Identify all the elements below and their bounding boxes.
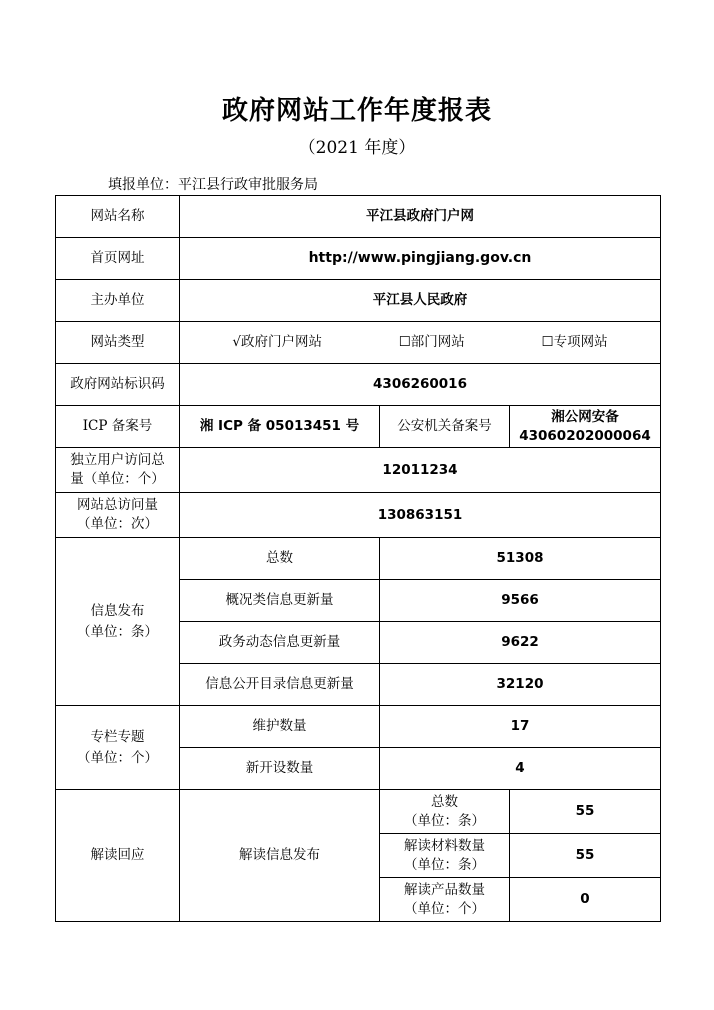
site-type-option-special: ☐专项网站	[541, 334, 608, 351]
interpret-item-label-line2: （单位：个）	[404, 900, 485, 917]
interpret-item-label	[380, 790, 510, 834]
table-row	[56, 790, 661, 834]
interpret-item-label	[380, 834, 510, 878]
icp-value: 湘 ICP 备 05013451 号	[180, 406, 380, 448]
sponsor-value: 平江县人民政府	[180, 280, 661, 322]
info-publish-label	[56, 538, 180, 706]
total-visits-label-line1: 网站总访问量	[77, 497, 158, 514]
table-row	[56, 538, 661, 580]
site-id-label: 政府网站标识码	[56, 364, 180, 406]
interpret-item-label-line1: 总数	[431, 793, 458, 810]
table-row	[56, 238, 661, 280]
interpret-item-value: 55	[510, 834, 661, 878]
total-visits-label	[56, 493, 180, 538]
info-item-value: 51308	[380, 538, 661, 580]
interpret-item-label-line1: 解读材料数量	[404, 837, 485, 854]
table-row	[56, 364, 661, 406]
police-record-value-line1: 湘公网安备	[551, 409, 619, 426]
homepage-label: 首页网址	[56, 238, 180, 280]
homepage-value: http://www.pingjiang.gov.cn	[180, 238, 661, 280]
info-publish-label-line1: 信息发布	[90, 603, 145, 620]
interpret-item-label-line2: （单位：条）	[404, 812, 485, 829]
filler-unit: 填报单位：平江县行政审批服务局	[108, 177, 318, 193]
site-name-label: 网站名称	[56, 196, 180, 238]
site-type-option-portal: √政府门户网站	[232, 334, 322, 351]
column-item-value: 17	[380, 706, 661, 748]
table-row	[56, 448, 661, 493]
info-item-value: 32120	[380, 664, 661, 706]
sponsor-label: 主办单位	[56, 280, 180, 322]
info-publish-label-line2: （单位：条）	[77, 623, 158, 640]
total-visits-label-line2: （单位：次）	[77, 516, 158, 532]
table-row	[56, 196, 661, 238]
interpret-item-label-line1: 解读产品数量	[404, 881, 485, 898]
interpret-item-value: 0	[510, 878, 661, 922]
column-topic-label	[56, 706, 180, 790]
info-item-value: 9566	[380, 580, 661, 622]
unique-visitors-label	[56, 448, 180, 493]
site-type-label: 网站类型	[56, 322, 180, 364]
interpret-item-label-line2: （单位：条）	[404, 856, 485, 873]
info-item-label: 总数	[180, 538, 380, 580]
police-record-label: 公安机关备案号	[380, 406, 510, 448]
report-year: （2021 年度）	[298, 138, 416, 158]
interpret-sub-label: 解读信息发布	[180, 790, 380, 922]
interpret-item-value: 55	[510, 790, 661, 834]
icp-label: ICP 备案号	[56, 406, 180, 448]
column-item-value: 4	[380, 748, 661, 790]
column-topic-label-line2: （单位：个）	[77, 749, 158, 766]
table-row	[56, 322, 661, 364]
police-record-value-line2: 43060202000064	[519, 427, 651, 444]
total-visits-value: 130863151	[180, 493, 661, 538]
info-item-label: 概况类信息更新量	[180, 580, 380, 622]
interpret-item-label	[380, 878, 510, 922]
site-type-options	[180, 322, 661, 364]
column-topic-label-line1: 专栏专题	[90, 729, 145, 746]
interpret-label: 解读回应	[56, 790, 180, 922]
site-type-option-department: ☐部门网站	[398, 334, 465, 351]
table-row	[56, 493, 661, 538]
police-record-value	[510, 406, 661, 448]
table-row	[56, 280, 661, 322]
column-item-label: 维护数量	[180, 706, 380, 748]
info-item-value: 9622	[380, 622, 661, 664]
column-item-label: 新开设数量	[180, 748, 380, 790]
unique-visitors-value: 12011234	[180, 448, 661, 493]
unique-visitors-label-line2: 量（单位：个）	[70, 471, 165, 487]
unique-visitors-label-line1: 独立用户访问总	[70, 452, 165, 469]
table-row	[56, 406, 661, 448]
info-item-label: 信息公开目录信息更新量	[180, 664, 380, 706]
page-title: 政府网站工作年度报表	[221, 96, 492, 126]
site-name-value: 平江县政府门户网	[180, 196, 661, 238]
report-table	[55, 195, 661, 922]
table-row	[56, 706, 661, 748]
site-id-value: 4306260016	[180, 364, 661, 406]
info-item-label: 政务动态信息更新量	[180, 622, 380, 664]
